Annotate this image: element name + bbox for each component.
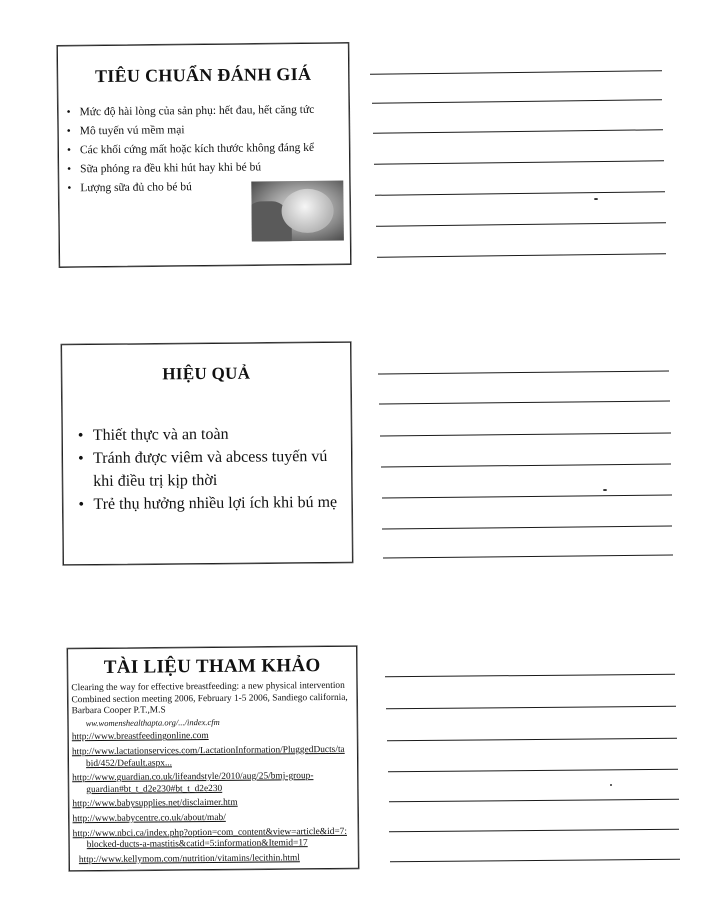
reference-link[interactable]: http://www.nbci.ca/index.php?option=com_content&view=article&id=7: <box>72 826 347 839</box>
reference-link[interactable]: http://www.guardian.co.uk/lifeandstyle/2010/aug/25/bmj-group- <box>72 771 314 784</box>
reference-link[interactable]: blocked-ducts-a-mastitis&catid=5:information&Itemid=17 <box>86 838 308 851</box>
reference-link[interactable]: http://www.babycentre.co.uk/about/mab/ <box>72 812 226 825</box>
slide-title: TIÊU CHUẨN ĐÁNH GIÁ <box>94 63 312 87</box>
scan-speck <box>594 198 598 200</box>
bullet-item: • Sữa phóng ra đều khi hút hay khi bé bú <box>67 157 349 179</box>
reference-link[interactable]: http://www.babysupplies.net/disclaimer.htm <box>72 798 238 810</box>
reference-link[interactable]: http://www.lactationservices.com/LactationInformation/PluggedDucts/ta <box>71 744 345 758</box>
scan-speck <box>603 489 607 491</box>
slide-title: TÀI LIỆU THAM KHẢO <box>103 655 321 678</box>
reference-link[interactable]: bid/452/Default.aspx... <box>85 757 173 769</box>
scan-speck <box>610 784 612 786</box>
slide-title: HIỆU QUẢ <box>162 363 251 384</box>
slide-references <box>67 646 359 872</box>
bullet-list <box>78 422 351 516</box>
bullet-item: • Trẻ thụ hưởng nhiều lợi ích khi bú mẹ <box>78 491 350 516</box>
bullet-item: • Thiết thực và an toàn <box>78 422 350 447</box>
bullet-item: • Lượng sữa đủ cho bé bú <box>67 176 349 198</box>
reference-link[interactable]: guardian#bt_t_d2e230#bt_t_d2e230 <box>86 783 223 795</box>
reference-source: ww.womenshealthapta.org/.../index.cfm <box>85 716 220 728</box>
reference-list <box>71 681 357 867</box>
reference-link[interactable]: http://www.breastfeedingonline.com <box>71 731 209 743</box>
breastfeeding-photo <box>251 181 344 242</box>
bullet-item: • Mức độ hài lòng của sản phụ: hết đau, hết căng tức <box>66 100 348 122</box>
bullet-item: • Tránh được viêm và abcess tuyến vú khi điều trị kịp thời <box>78 445 350 493</box>
slide-evaluation-criteria <box>57 42 351 267</box>
bullet-item: • Mô tuyến vú mềm mại <box>67 119 349 141</box>
reference-link[interactable]: http://www.kellymom.com/nutrition/vitamins/lecithin.html <box>78 852 300 865</box>
slide-effectiveness <box>61 342 353 566</box>
reference-text: Clearing the way for effective breastfeeding: a new physical intervention Combined section meeting 2006, February 1-5 2006, Sandiego california, Barbara Cooper P.T.,M.S <box>71 680 348 717</box>
bullet-item: • Các khối cứng mất hoặc kích thước không đáng kể <box>67 138 349 160</box>
